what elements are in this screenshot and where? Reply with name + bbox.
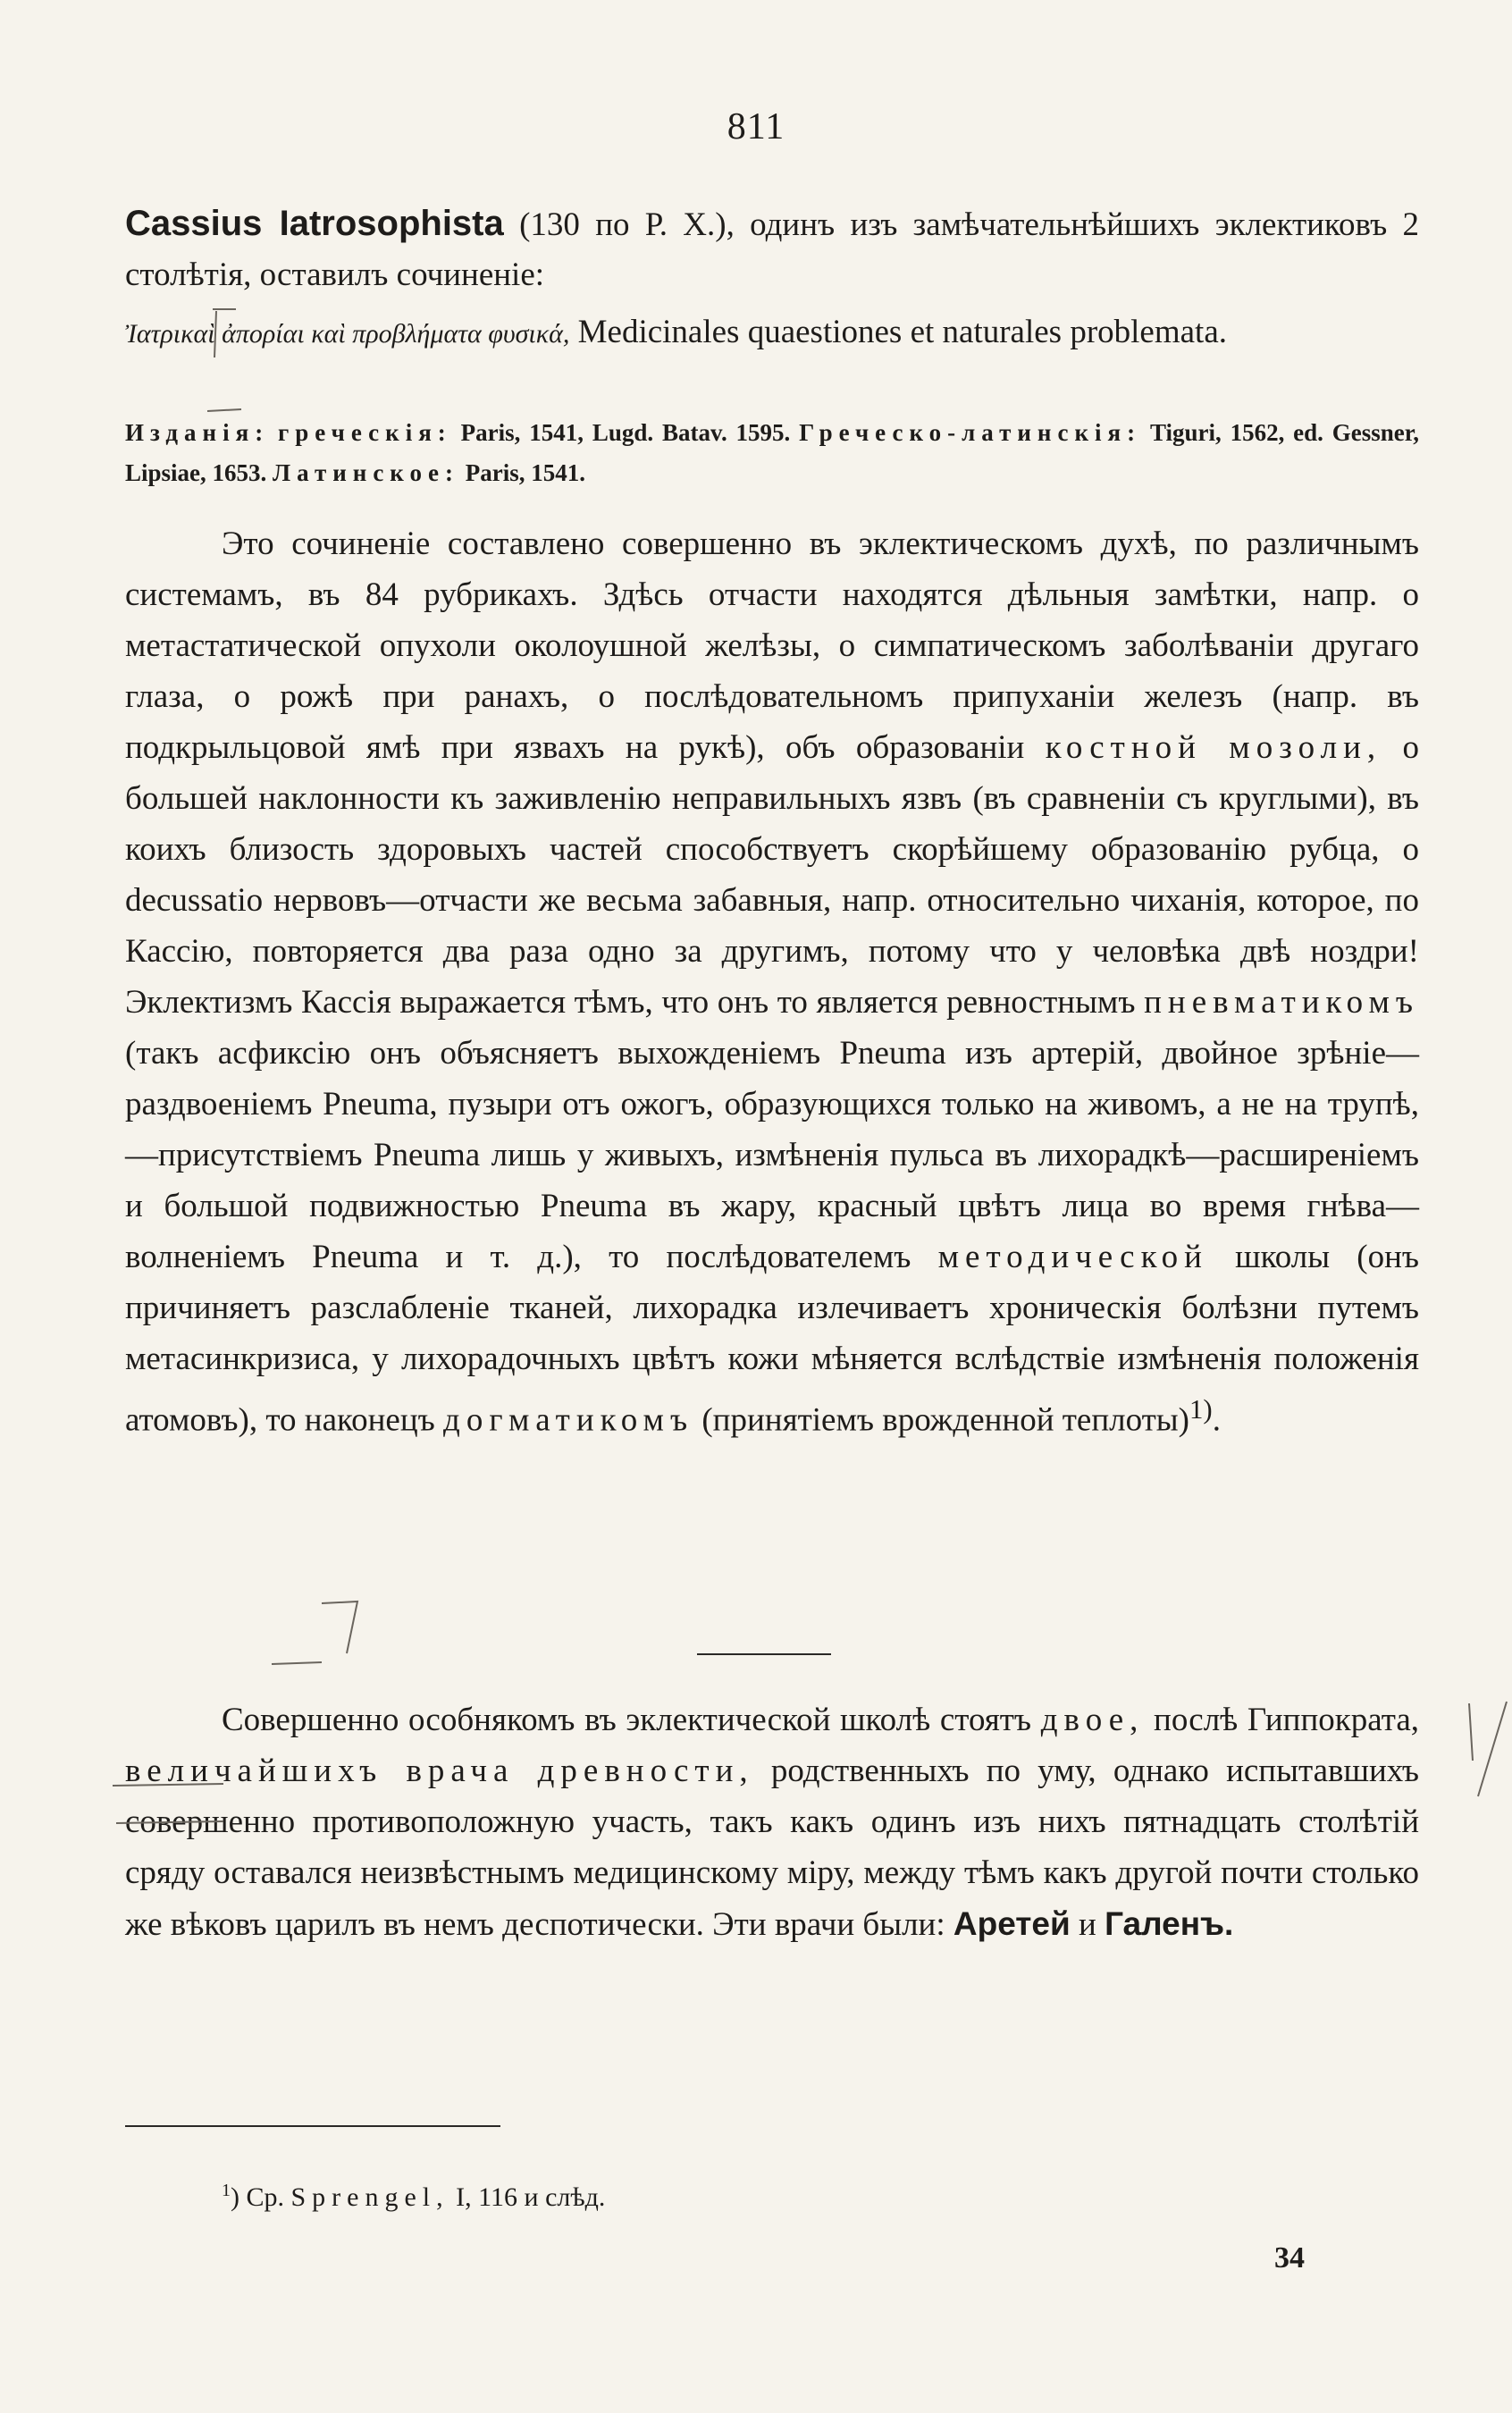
paragraph-text: о большей наклонности къ заживленію неправильныхъ язвъ (въ сравненіи съ круглыми), въ коихъ близость здоровыхъ частей способствуетъ скорѣйшему образованію рубца, о decussatio нервовъ—отчасти же весьма забавныя, напр. относительно чиханія, которое, по Кассію, повторяется два раза одно за другимъ, потому что у человѣка двѣ ноздри! Эклектизмъ Кассія выражается тѣмъ, что онъ то является ревностнымъ <box>125 729 1420 1021</box>
pencil-margin-mark-icon <box>1466 1698 1512 1805</box>
footnote-ref: I, 116 и слѣд. <box>456 2182 606 2212</box>
editions-greek-latin-label: Греческо-латинскія: <box>799 419 1142 446</box>
footnote-reference[interactable]: 1) <box>1189 1394 1213 1425</box>
footnote-rule <box>125 2125 500 2127</box>
footnote-mark: 1 <box>222 2181 231 2200</box>
entry-name: Cassius Iatrosophista <box>125 204 504 243</box>
footnote-author: Sprengel, <box>290 2182 449 2212</box>
paragraph-text: . <box>1212 1401 1221 1439</box>
paragraph-text: школы (онъ причиняетъ разслабленіе тканей, лихорадка излечиваетъ хроническія болѣзни путемъ метасинкризиса, у лихорадочныхъ цвѣтъ кожи мѣняется вслѣдствіе измѣненія положенія атомовъ), то наконецъ <box>125 1239 1420 1439</box>
work-title <box>125 307 1419 359</box>
footnote-text: ) Ср. <box>231 2182 284 2212</box>
paragraph-text: (такъ асфиксію онъ объясняетъ выхожденіемъ Pneuma изъ артерій, двойное зрѣніе—раздвоеніемъ Pneuma, пузыри отъ ожогъ, образующихся только на живомъ, а не на трупѣ,—присутствіемъ Pneuma лишь у живыхъ, измѣненія пульса въ лихорадкѣ—расширеніемъ и большой подвижностью Pneuma въ жару, красный цвѣтъ лица во время гнѣва—волненіемъ Pneuma и т. д.), то послѣдователемъ <box>125 1035 1419 1275</box>
paragraph-cassius <box>125 518 1419 1445</box>
paragraph-text: Это сочиненіе составлено совершенно въ эклектическомъ духѣ, по различнымъ системамъ, въ 84 рубрикахъ. Здѣсь отчасти находятся дѣльныя замѣтки, напр. о метастатической опухоли околоушной желѣзы, о симпатическомъ заболѣваніи другаго глаза, о рожѣ при ранахъ, о послѣдовательномъ припуханіи железъ (напр. въ подкрыльцовой ямѣ при язвахъ на рукѣ), объ образованіи <box>125 525 1419 766</box>
paragraph-text: послѣ Гиппократа, <box>1154 1702 1420 1738</box>
editions-label: Изданія: <box>125 419 270 446</box>
spaced-term: двое, <box>1040 1702 1145 1738</box>
pencil-bracket-icon <box>268 1600 366 1671</box>
spaced-term: костной мозоли, <box>1045 729 1382 766</box>
paragraph-text: и <box>1079 1906 1096 1943</box>
spaced-term: догматикомъ <box>443 1401 694 1439</box>
latin-title: Medicinales quaestiones et naturales problemata. <box>577 314 1228 350</box>
editions-greek: Paris, 1541, Lugd. Batav. 1595. <box>460 419 791 446</box>
section-divider <box>697 1653 831 1655</box>
greek-title: Ἰατρικαὶ ἀπορίαι καὶ προβλήματα φυσικά, <box>125 319 570 349</box>
spaced-term: пневматикомъ <box>1144 984 1419 1021</box>
editions-greek-label: греческія: <box>278 419 452 446</box>
spaced-term: величайшихъ врача древности, <box>125 1753 754 1789</box>
page-number: 811 <box>727 106 785 147</box>
footnote <box>222 2181 605 2213</box>
editions-greek-latin: Tiguri, 1562, ed. Gessner, Lipsiae, 1653. <box>125 419 1420 486</box>
editions-latin: Paris, 1541. <box>465 459 585 486</box>
name-aretaeus: Аретей <box>953 1905 1071 1942</box>
editions-latin-label: Латинское: <box>273 459 459 486</box>
signature-mark: 34 <box>1274 2241 1305 2274</box>
spaced-term: методической <box>937 1239 1208 1275</box>
paragraph-aretaeus-galen <box>125 1694 1419 1950</box>
entry-heading <box>125 198 1419 300</box>
editions-list <box>125 413 1419 493</box>
paragraph-text: Совершенно особнякомъ въ эклектической школѣ стоятъ <box>222 1702 1032 1738</box>
name-galen: Галенъ. <box>1105 1905 1234 1942</box>
paragraph-text: (принятіемъ врожденной теплоты) <box>701 1401 1189 1439</box>
paragraph-text: родственныхъ по уму, однако испытавшихъ совершенно противоположную участь, такъ какъ одинъ изъ нихъ пятнадцать столѣтій сряду оставался неизвѣстнымъ медицинскому міру, между тѣмъ какъ другой почти столько же вѣковъ царилъ въ немъ деспотически. Эти врачи были: <box>125 1753 1419 1943</box>
entry-description: (130 по Р. Х.), одинъ изъ замѣчательнѣйшихъ эклектиковъ 2 столѣтія, оставилъ сочиненіе: <box>125 206 1420 293</box>
